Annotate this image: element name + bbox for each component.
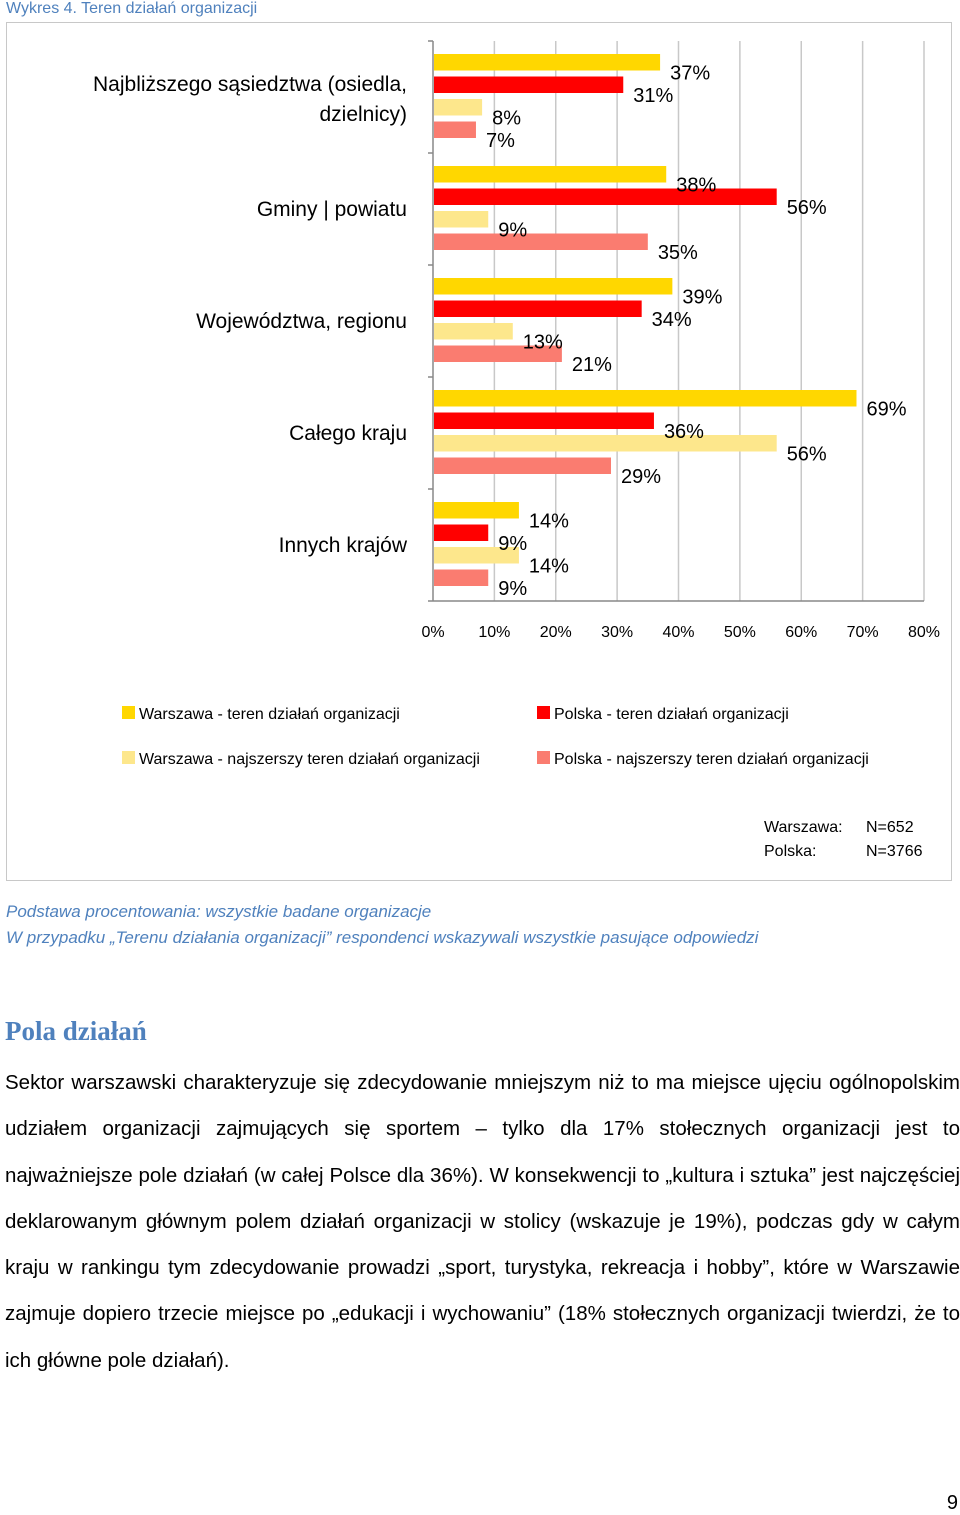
value-label: 9%	[498, 533, 528, 555]
category-label: Województwa, regionu	[196, 310, 407, 333]
value-label: 14%	[528, 555, 569, 578]
body-paragraph: Sektor warszawski charakteryzuje się zdecydowanie mniejszym niż to ma miejsce ujęciu ogólnopolskim udziałem organizacji zajmujących się sportem – tylko dla 17% stołecznych organizacji jest to najważniejsze pole działań (w całej Polsce dla 36%). W konsekwencji to „kultura i sztuka” jest najczęściej deklarowanym głównym polem działań organizacji w stolicy (wskazuje je 19%), podczas gdy w całym kraju w rankingu tym zdecydowanie prowadzi „sport, turystyka, rekreacja i hobby”, które w Warszawie zajmuje dopiero trzecie miejsce po „edukacji i wychowaniu” (18% stołecznych organizacji twierdzi, że to ich główne pole działań).	[5, 1071, 960, 1372]
x-tick-label: 50%	[723, 624, 756, 641]
chart-frame	[6, 22, 952, 881]
bar-chart	[7, 23, 953, 882]
value-label: 9%	[498, 578, 528, 600]
x-tick-label: 40%	[662, 624, 695, 641]
section-heading: Pola działań	[5, 1016, 147, 1046]
n-value-warszawa: N=652	[866, 819, 914, 836]
value-label: 39%	[682, 286, 723, 309]
category-label: Gminy | powiatu	[256, 198, 407, 221]
bar	[434, 278, 672, 295]
legend-swatch	[122, 706, 135, 719]
bar	[434, 390, 856, 407]
value-label: 56%	[786, 443, 827, 466]
value-label: 38%	[676, 174, 717, 197]
bar	[434, 166, 666, 183]
legend-label: Warszawa - teren działań organizacji	[139, 706, 400, 723]
bar	[434, 77, 623, 94]
bar	[434, 570, 488, 587]
x-tick-label: 0%	[421, 624, 445, 641]
x-tick-label: 60%	[785, 624, 818, 641]
legend-swatch	[537, 751, 550, 764]
x-tick-label: 20%	[539, 624, 572, 641]
bar	[434, 323, 513, 340]
value-label: 35%	[657, 242, 698, 264]
value-label: 29%	[620, 466, 662, 488]
category-label: Najbliższego sąsiedztwa (osiedla, dzielnicy)	[93, 73, 407, 126]
value-label: 37%	[670, 62, 711, 85]
category-label: Innych krajów	[278, 534, 407, 557]
value-label: 34%	[651, 309, 692, 331]
bar	[434, 99, 482, 116]
page-number: 9	[946, 1492, 958, 1514]
percent-base-note: Podstawa procentowania: wszystkie badane organizacje	[6, 902, 432, 921]
bar	[434, 435, 777, 452]
category-label: Całego kraju	[289, 422, 407, 445]
n-label-polska: Polska:	[764, 843, 817, 860]
value-label: 8%	[492, 107, 522, 130]
value-label: 7%	[485, 130, 515, 152]
legend-swatch	[537, 706, 550, 719]
value-label: 69%	[866, 398, 907, 421]
value-label: 9%	[498, 219, 528, 242]
value-label: 13%	[522, 331, 563, 354]
value-label: 21%	[571, 354, 612, 376]
legend-label: Polska - najszerszy teren działań organizacji	[554, 751, 869, 768]
legend-swatch	[122, 751, 135, 764]
n-value-polska: N=3766	[866, 843, 923, 860]
legend-label: Polska - teren działań organizacji	[554, 706, 789, 723]
bar	[434, 502, 519, 519]
x-tick-label: 30%	[601, 624, 634, 641]
x-tick-label: 70%	[846, 624, 879, 641]
x-tick-label: 10%	[478, 624, 511, 641]
bar	[434, 301, 642, 318]
bar	[434, 525, 488, 542]
value-label: 56%	[786, 197, 827, 219]
bar	[434, 234, 648, 251]
value-label: 14%	[528, 510, 569, 533]
bar	[434, 413, 654, 430]
value-label: 36%	[663, 421, 704, 443]
n-label-warszawa: Warszawa:	[764, 819, 843, 836]
multi-answer-note: W przypadku „Terenu działania organizacji” respondenci wskazywali wszystkie pasujące odpowiedzi	[6, 928, 759, 947]
bar	[434, 54, 660, 71]
legend-label: Warszawa - najszerszy teren działań organizacji	[139, 751, 480, 768]
bar	[434, 211, 488, 228]
value-label: 31%	[633, 85, 674, 107]
bar	[434, 189, 777, 206]
bar	[434, 122, 476, 139]
x-tick-label: 80%	[907, 624, 941, 641]
bar	[434, 458, 611, 475]
figure-caption: Wykres 4. Teren działań organizacji	[6, 0, 258, 17]
